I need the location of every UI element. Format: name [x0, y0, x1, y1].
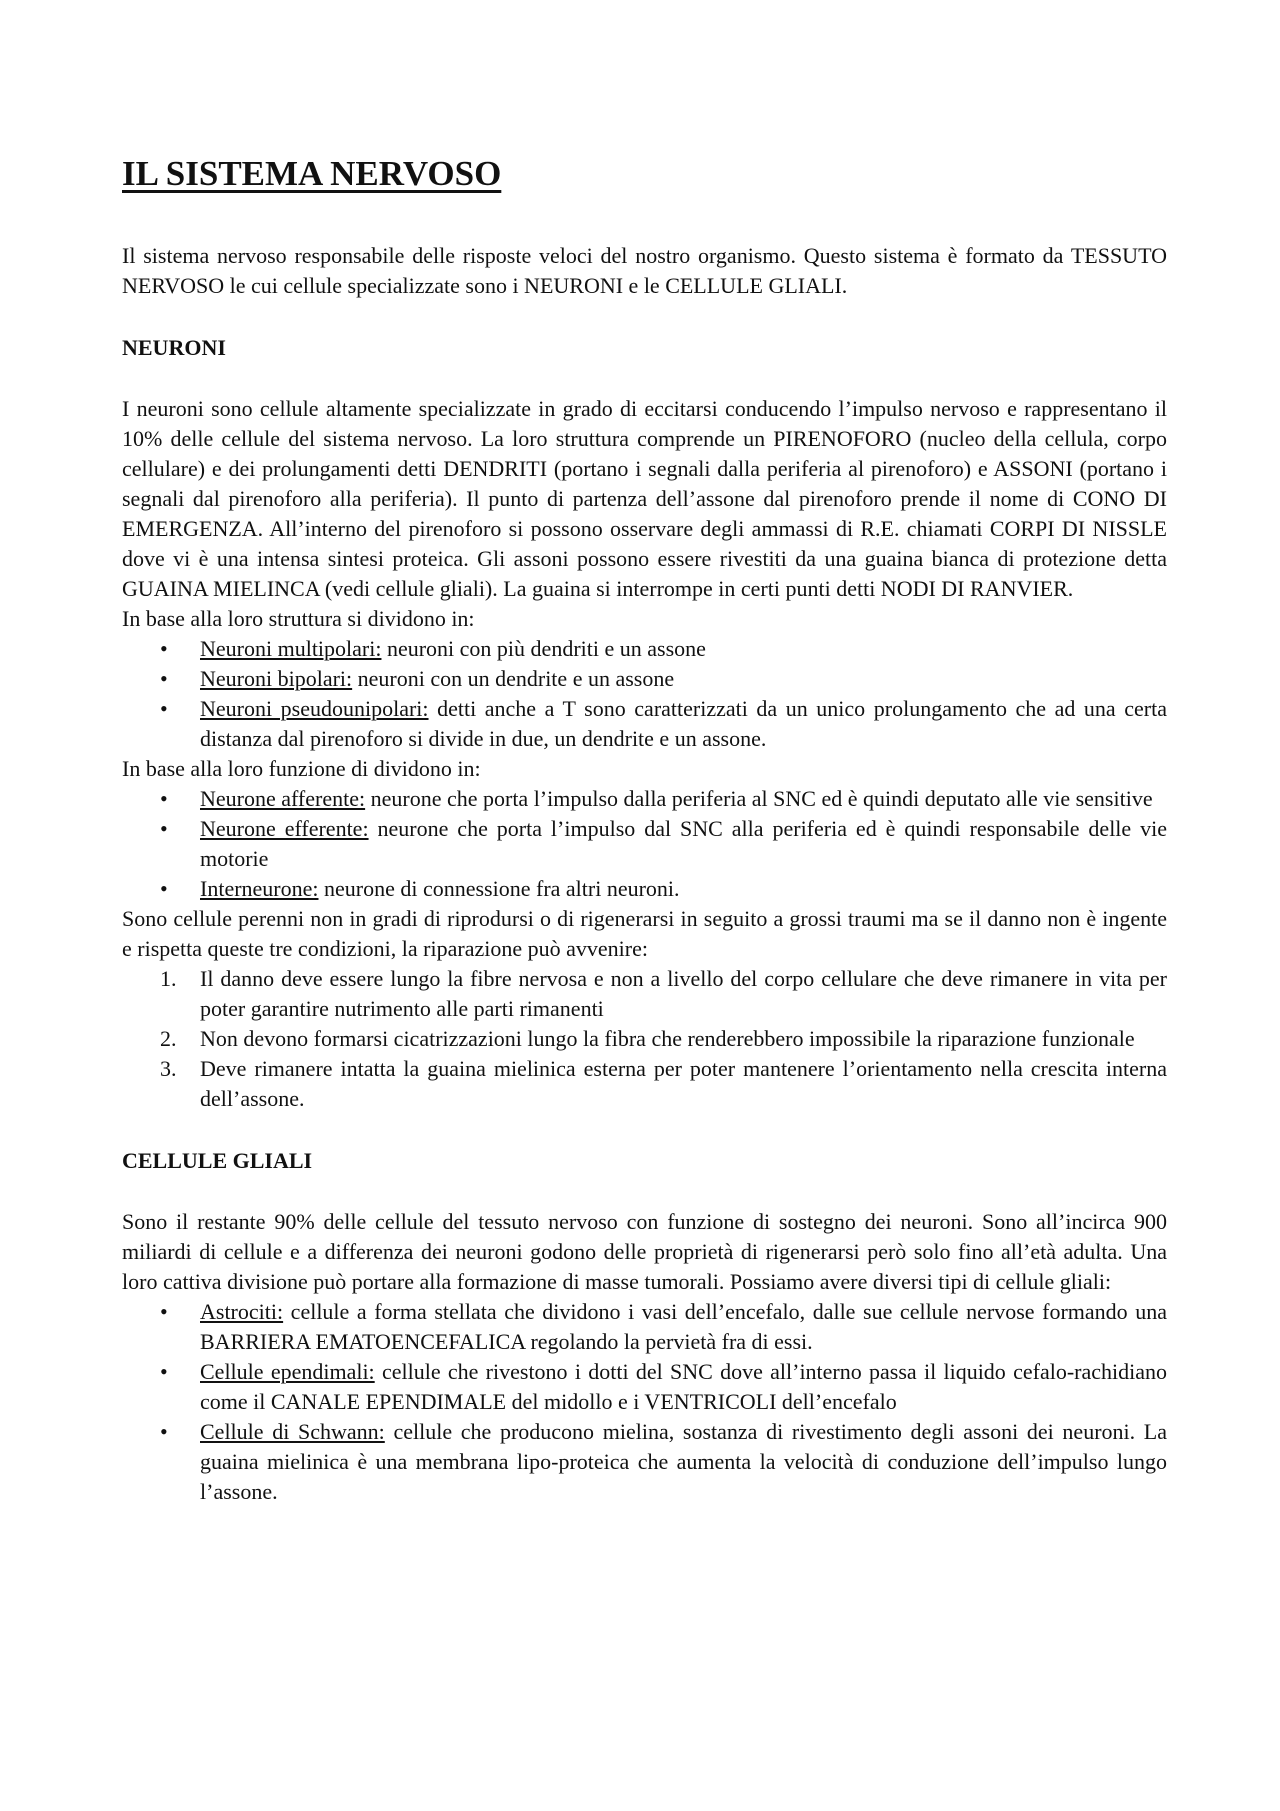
funzione-intro: In base alla loro funzione di dividono in:: [122, 756, 481, 781]
list-item-term: Cellule di Schwann:: [200, 1419, 385, 1444]
list-item: [200, 1417, 1167, 1507]
numbered-item: [160, 1024, 1167, 1054]
list-item: [200, 814, 1167, 874]
page-title: IL SISTEMA NERVOSO: [122, 154, 502, 193]
condizioni-list: [122, 964, 1167, 1114]
struttura-intro: In base alla loro struttura si dividono in:: [122, 606, 475, 631]
list-item-term: Interneurone:: [200, 876, 319, 901]
list-item-text: neurone che porta l’impulso dalla periferia al SNC ed è quindi deputato alle vie sensitive: [365, 786, 1153, 811]
list-item-text: cellule che producono mielina, sostanza di rivestimento degli assoni dei neuroni. La guaina mielinica è una membrana lipo-proteica che aumenta la velocità di conduzione dell’impulso lungo l’assone.: [200, 1419, 1168, 1504]
list-item-text: cellule che rivestono i dotti del SNC dove all’interno passa il liquido cefalo-rachidiano come il CANALE EPENDIMALE del midollo e i VENTRICOLI dell’encefalo: [200, 1359, 1167, 1414]
document-page: [122, 0, 1167, 1507]
list-item-term: Neurone afferente:: [200, 786, 366, 811]
struttura-list: [122, 634, 1167, 754]
funzione-list: [122, 784, 1167, 904]
item-text: Non devono formarsi cicatrizzazioni lungo la fibra che renderebbero impossibile la riparazione funzionale: [200, 1026, 1135, 1051]
item-text: Il danno deve essere lungo la fibre nervosa e non a livello del corpo cellulare che deve rimanere in vita per poter garantire nutrimento alle parti rimanenti: [200, 966, 1167, 1021]
list-item-term: Neuroni multipolari:: [200, 636, 382, 661]
perenni-paragraph: Sono cellule perenni non in gradi di riprodursi o di rigenerarsi in seguito a grossi traumi ma se il danno non è ingente e rispetta queste tre condizioni, la riparazione può avvenire:: [122, 906, 1167, 961]
section-heading-cellule-gliali: CELLULE GLIALI: [122, 1148, 313, 1173]
list-item-term: Astrociti:: [200, 1299, 284, 1324]
list-item: [200, 874, 1167, 904]
list-item-term: Neuroni bipolari:: [200, 666, 353, 691]
list-item-text: neurone di connessione fra altri neuroni.: [318, 876, 680, 901]
list-item: [200, 1357, 1167, 1417]
list-item: [200, 694, 1167, 754]
list-item: [200, 664, 1167, 694]
list-item-text: neuroni con un dendrite e un assone: [352, 666, 675, 691]
list-item-term: Neurone efferente:: [200, 816, 369, 841]
item-number: 1.: [160, 966, 177, 991]
intro-paragraph: Il sistema nervoso responsabile delle risposte veloci del nostro organismo. Questo sistema è formato da TESSUTO NERVOSO le cui cellule specializzate sono i NEURONI e le CELLULE GLIALI.: [122, 243, 1167, 298]
neuroni-paragraph: I neuroni sono cellule altamente specializzate in grado di eccitarsi conducendo l’impulso nervoso e rappresentano il 10% delle cellule del sistema nervoso. La loro struttura comprende un PIRENOFORO (nucleo della cellula, corpo cellulare) e dei prolungamenti detti DENDRITI (portano i segnali dalla periferia al pirenoforo) e ASSONI (portano i segnali dal pirenoforo alla periferia). Il punto di partenza dell’assone dal pirenoforo prende il nome di CONO DI EMERGENZA. All’interno del pirenoforo si possono osservare degli ammassi di R.E. chiamati CORPI DI NISSLE dove vi è una intensa sintesi proteica. Gli assoni possono essere rivestiti da una guaina bianca di protezione detta GUAINA MIELINCA (vedi cellule gliali). La guaina si interrompe in certi punti detti NODI DI RANVIER.: [122, 396, 1167, 601]
list-item-term: Cellule ependimali:: [200, 1359, 375, 1384]
list-item-text: neuroni con più dendriti e un assone: [381, 636, 706, 661]
list-item: [200, 634, 1167, 664]
list-item-text: detti anche a T sono caratterizzati da un unico prolungamento che ad una certa distanza dal pirenoforo si divide in due, un dendrite e un assone.: [200, 696, 1167, 751]
numbered-item: [160, 1054, 1167, 1114]
numbered-item: [160, 964, 1167, 1024]
list-item: [200, 1297, 1167, 1357]
list-item: [200, 784, 1167, 814]
list-item-term: Neuroni pseudounipolari:: [200, 696, 429, 721]
item-number: 3.: [160, 1056, 177, 1081]
item-number: 2.: [160, 1026, 177, 1051]
item-text: Deve rimanere intatta la guaina mielinica esterna per poter mantenere l’orientamento nella crescita interna dell’assone.: [200, 1056, 1167, 1111]
list-item-text: cellule a forma stellata che dividono i vasi dell’encefalo, dalle sue cellule nervose formando una BARRIERA EMATOENCEFALICA regolando la pervietà fra di essi.: [200, 1299, 1167, 1354]
gliali-paragraph: Sono il restante 90% delle cellule del tessuto nervoso con funzione di sostegno dei neuroni. Sono all’incirca 900 miliardi di cellule e a differenza dei neuroni godono delle proprietà di rigenerarsi però solo fino all’età adulta. Una loro cattiva divisione può portare alla formazione di masse tumorali. Possiamo avere diversi tipi di cellule gliali:: [122, 1209, 1167, 1294]
section-heading-neuroni: NEURONI: [122, 335, 226, 360]
list-item-text: neurone che porta l’impulso dal SNC alla periferia ed è quindi responsabile delle vie motorie: [200, 816, 1168, 871]
gliali-list: [122, 1297, 1167, 1507]
